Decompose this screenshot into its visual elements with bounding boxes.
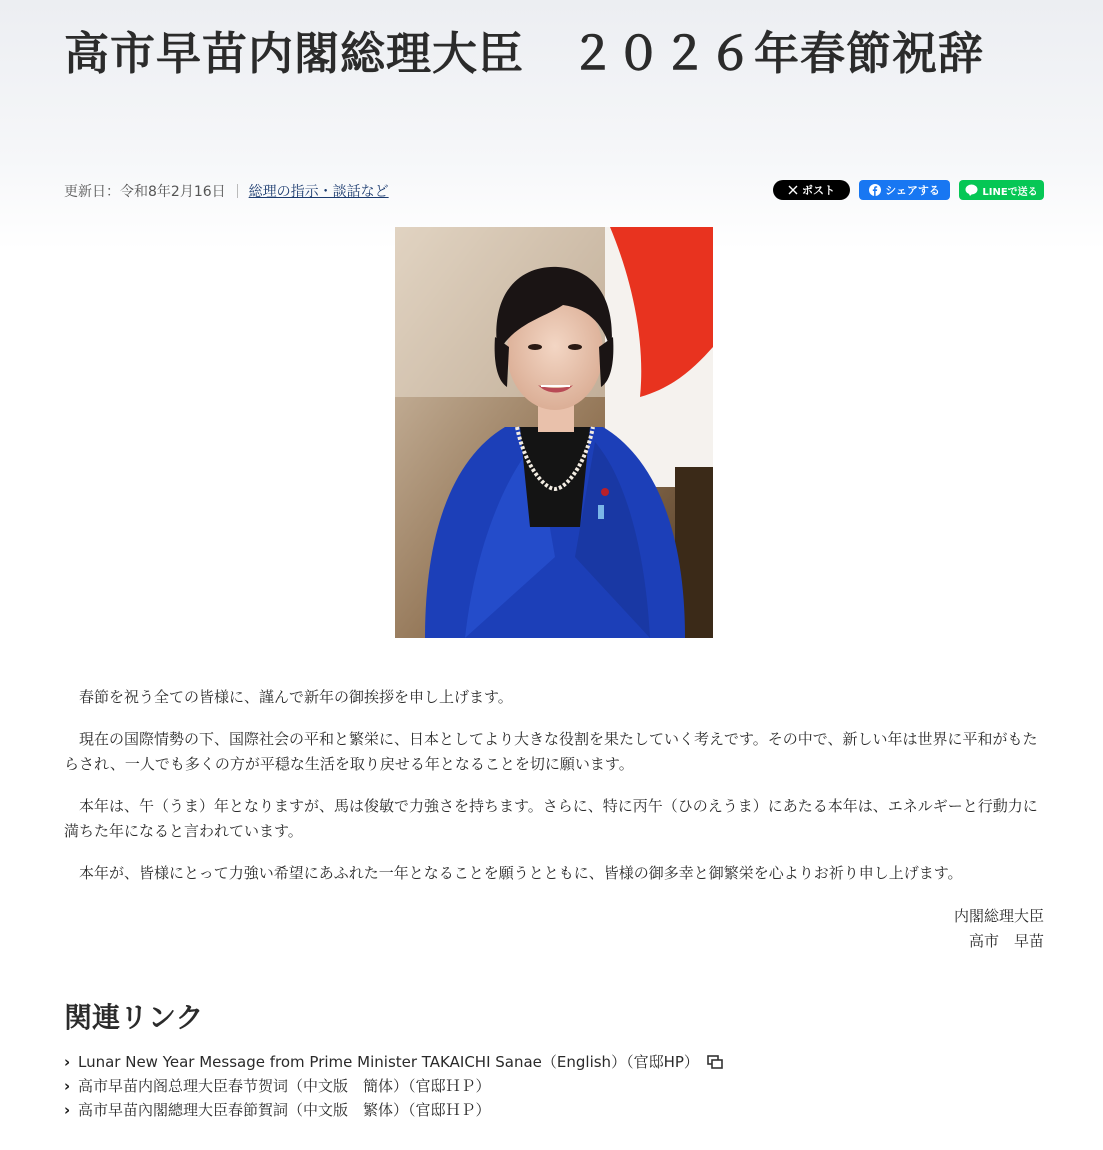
related-link-item[interactable]	[64, 1098, 723, 1122]
related-link-text[interactable]: 高市早苗內閣總理大臣春節賀詞（中文版 繁体）（官邸ＨＰ）	[78, 1101, 491, 1119]
x-logo-icon	[788, 185, 798, 195]
signature	[954, 904, 1044, 954]
related-links-list	[64, 1050, 723, 1122]
related-links-heading: 関連リンク	[64, 1001, 204, 1034]
line-send-button[interactable]	[959, 180, 1044, 200]
meta-divider	[237, 184, 238, 198]
facebook-share-label: シェアする	[885, 184, 940, 197]
prime-minister-portrait	[395, 227, 713, 638]
message-paragraph: 本年は、午（うま）年となりますが、馬は俊敏で力強さを持ちます。さらに、特に丙午（ひのえうま）にあたる本年は、エネルギーと行動力に満ちた年になると言われています。	[64, 796, 1038, 840]
chevron-right-icon: ›	[64, 1053, 71, 1071]
article-meta	[64, 180, 1044, 202]
share-buttons	[773, 180, 1044, 200]
updated-date: 更新日：令和8年2月16日	[64, 184, 226, 200]
message-body	[64, 685, 1044, 902]
line-logo-icon	[965, 184, 978, 196]
chevron-right-icon: ›	[64, 1077, 71, 1095]
page-title: 高市早苗内閣総理大臣 ２０２６年春節祝辞	[64, 27, 985, 80]
related-link-item[interactable]	[64, 1074, 723, 1098]
x-post-button[interactable]	[773, 180, 850, 200]
signature-title: 内閣総理大臣	[953, 907, 1044, 925]
signature-name: 高市 早苗	[968, 932, 1044, 950]
related-link-text[interactable]: Lunar New Year Message from Prime Minister TAKAICHI Sanae（English）（官邸HP）	[78, 1053, 699, 1071]
x-post-label: ポスト	[802, 184, 835, 197]
category-link[interactable]: 総理の指示・談話など	[248, 184, 389, 200]
facebook-share-button[interactable]	[859, 180, 950, 200]
message-paragraph: 現在の国際情勢の下、国際社会の平和と繁栄に、日本としてより大きな役割を果たしていく考えです。その中で、新しい年は世界に平和がもたらされ、一人でも多くの方が平穏な生活を取り戻せる年となることを切に願います。	[64, 729, 1038, 773]
facebook-logo-icon	[869, 184, 881, 196]
chevron-right-icon: ›	[64, 1101, 71, 1119]
related-link-item[interactable]	[64, 1050, 723, 1074]
line-send-label: LINEで送る	[982, 186, 1038, 198]
related-link-text[interactable]: 高市早苗内阁总理大臣春节贺词（中文版 簡体）（官邸ＨＰ）	[78, 1077, 491, 1095]
message-paragraph: 春節を祝う全ての皆様に、謹んで新年の御挨拶を申し上げます。	[79, 688, 513, 706]
message-paragraph: 本年が、皆様にとって力強い希望にあふれた一年となることを願うとともに、皆様の御多幸と御繁栄を心よりお祈り申し上げます。	[79, 863, 963, 882]
external-window-icon	[707, 1055, 723, 1069]
